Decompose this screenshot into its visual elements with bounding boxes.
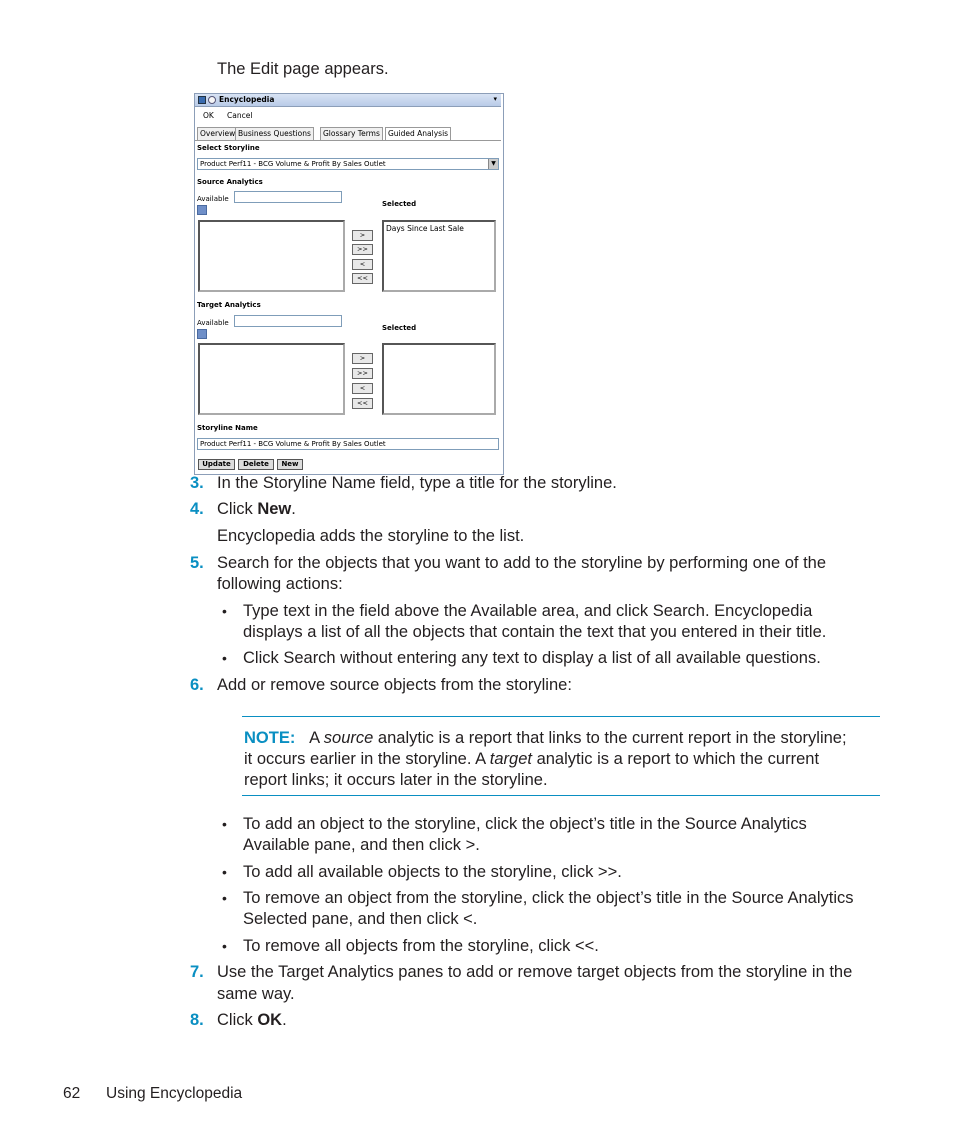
step-8-post: . <box>282 1011 287 1029</box>
step-4-bold: New <box>257 500 292 518</box>
step-4-pre: Click <box>217 500 258 518</box>
step-7-line1: Use the Target Analytics panes to add or remove target objects from the storyline in the <box>217 963 853 981</box>
source-selected-list[interactable] <box>382 220 496 292</box>
bullet-icon: • <box>222 650 227 666</box>
target-available-list[interactable] <box>198 343 345 415</box>
step-6-text: Add or remove source objects from the storyline: <box>217 676 572 694</box>
edit-page-screenshot <box>194 93 504 475</box>
step-6-bullet-1-line2: Available pane, and then click >. <box>243 836 480 854</box>
tab-business-questions[interactable]: Business Questions <box>235 127 314 140</box>
select-storyline-dropdown[interactable] <box>197 158 499 170</box>
target-selected-list[interactable] <box>382 343 496 415</box>
source-add-all-button[interactable]: >> <box>352 244 373 255</box>
note-l2-b: analytic is a report to which the current <box>531 750 820 768</box>
chevron-down-icon[interactable]: ▾ <box>493 95 497 103</box>
note-line-2 <box>244 749 819 770</box>
window-title: Encyclopedia <box>219 95 275 104</box>
step-6-bullet-3-line1: To remove an object from the storyline, click the object’s title in the Source Analytics <box>243 889 854 907</box>
note-l2-em: target <box>489 750 532 768</box>
tab-overview[interactable]: Overview <box>197 127 238 140</box>
note-line-1 <box>244 728 847 749</box>
note-bottom-rule <box>242 795 880 796</box>
screenshot-titlebar <box>195 94 501 107</box>
step-5-line2: following actions: <box>217 575 343 593</box>
note-label: NOTE: <box>244 729 296 747</box>
target-analytics-label: Target Analytics <box>197 301 261 309</box>
step-8-bold: OK <box>257 1011 283 1029</box>
step-7-number: 7. <box>190 963 204 981</box>
note-l1-a: A <box>309 729 324 747</box>
note-l1-em: source <box>323 729 374 747</box>
target-search-input[interactable] <box>234 315 342 327</box>
tab-guided-analysis[interactable]: Guided Analysis <box>385 127 451 140</box>
source-remove-button[interactable]: < <box>352 259 373 270</box>
bullet-icon: • <box>222 816 227 832</box>
target-remove-button[interactable]: < <box>352 383 373 394</box>
source-selected-label: Selected <box>382 200 417 208</box>
target-add-button[interactable]: > <box>352 353 373 364</box>
step-4-text <box>217 499 296 520</box>
source-remove-all-button[interactable]: << <box>352 273 373 284</box>
bullet-icon: • <box>222 890 227 906</box>
step-6-bullet-4: To remove all objects from the storyline, click <<. <box>243 937 599 955</box>
step-3-number: 3. <box>190 474 204 492</box>
step-5-bullet-2: Click Search without entering any text to display a list of all available questions. <box>243 649 821 667</box>
target-selected-label: Selected <box>382 324 417 332</box>
update-button[interactable]: Update <box>198 459 235 470</box>
select-storyline-label: Select Storyline <box>197 144 260 152</box>
step-8-text <box>217 1010 287 1031</box>
delete-button[interactable]: Delete <box>238 459 274 470</box>
cancel-menu-item[interactable]: Cancel <box>227 111 253 120</box>
step-8-pre: Click <box>217 1011 258 1029</box>
help-icon <box>208 96 216 104</box>
target-remove-all-button[interactable]: << <box>352 398 373 409</box>
bullet-icon: • <box>222 938 227 954</box>
bullet-icon: • <box>222 864 227 880</box>
select-storyline-value: Product Perf11 - BCG Volume & Profit By Sales Outlet <box>200 160 386 168</box>
footer-section-title: Using Encyclopedia <box>106 1085 243 1102</box>
step-3-text: In the Storyline Name field, type a title for the storyline. <box>217 474 617 492</box>
target-search-icon[interactable] <box>197 329 207 339</box>
note-top-rule <box>242 716 880 717</box>
page-number: 62 <box>63 1085 81 1102</box>
note-l1-b: analytic is a report that links to the current report in the storyline; <box>373 729 847 747</box>
step-5-bullet-1-line2: displays a list of all the objects that contain the text that you entered in their title. <box>243 623 827 641</box>
new-button[interactable]: New <box>277 459 303 470</box>
list-item[interactable]: Days Since Last Sale <box>386 224 464 233</box>
intro-text: The Edit page appears. <box>217 60 389 78</box>
step-4-post: . <box>291 500 296 518</box>
step-7-line2: same way. <box>217 985 295 1003</box>
step-6-bullet-3-line2: Selected pane, and then click <. <box>243 910 478 928</box>
storyline-name-input[interactable]: Product Perf11 - BCG Volume & Profit By Sales Outlet <box>197 438 499 450</box>
source-available-list[interactable] <box>198 220 345 292</box>
dropdown-arrow-icon[interactable]: ▼ <box>488 159 498 169</box>
source-search-input[interactable] <box>234 191 342 203</box>
tab-divider <box>195 140 501 141</box>
source-add-button[interactable]: > <box>352 230 373 241</box>
note-l2-a: it occurs earlier in the storyline. A <box>244 750 490 768</box>
step-6-bullet-1-line1: To add an object to the storyline, click the object’s title in the Source Analytics <box>243 815 807 833</box>
source-available-label: Available <box>197 195 229 203</box>
source-search-icon[interactable] <box>197 205 207 215</box>
note-line-3: report links; it occurs later in the storyline. <box>244 771 548 789</box>
step-5-number: 5. <box>190 554 204 572</box>
step-6-bullet-2: To add all available objects to the storyline, click >>. <box>243 863 622 881</box>
source-analytics-label: Source Analytics <box>197 178 263 186</box>
tab-glossary-terms[interactable]: Glossary Terms <box>320 127 383 140</box>
step-5-bullet-1-line1: Type text in the field above the Available area, and click Search. Encyclopedia <box>243 602 813 620</box>
bullet-icon: • <box>222 603 227 619</box>
step-6-number: 6. <box>190 676 204 694</box>
target-add-all-button[interactable]: >> <box>352 368 373 379</box>
ok-menu-item[interactable]: OK <box>203 111 214 120</box>
step-4-number: 4. <box>190 500 204 518</box>
window-icon <box>198 96 206 104</box>
step-4-result: Encyclopedia adds the storyline to the list. <box>217 527 525 545</box>
storyline-name-label: Storyline Name <box>197 424 258 432</box>
step-5-line1: Search for the objects that you want to add to the storyline by performing one of the <box>217 554 827 572</box>
step-8-number: 8. <box>190 1011 204 1029</box>
target-available-label: Available <box>197 319 229 327</box>
